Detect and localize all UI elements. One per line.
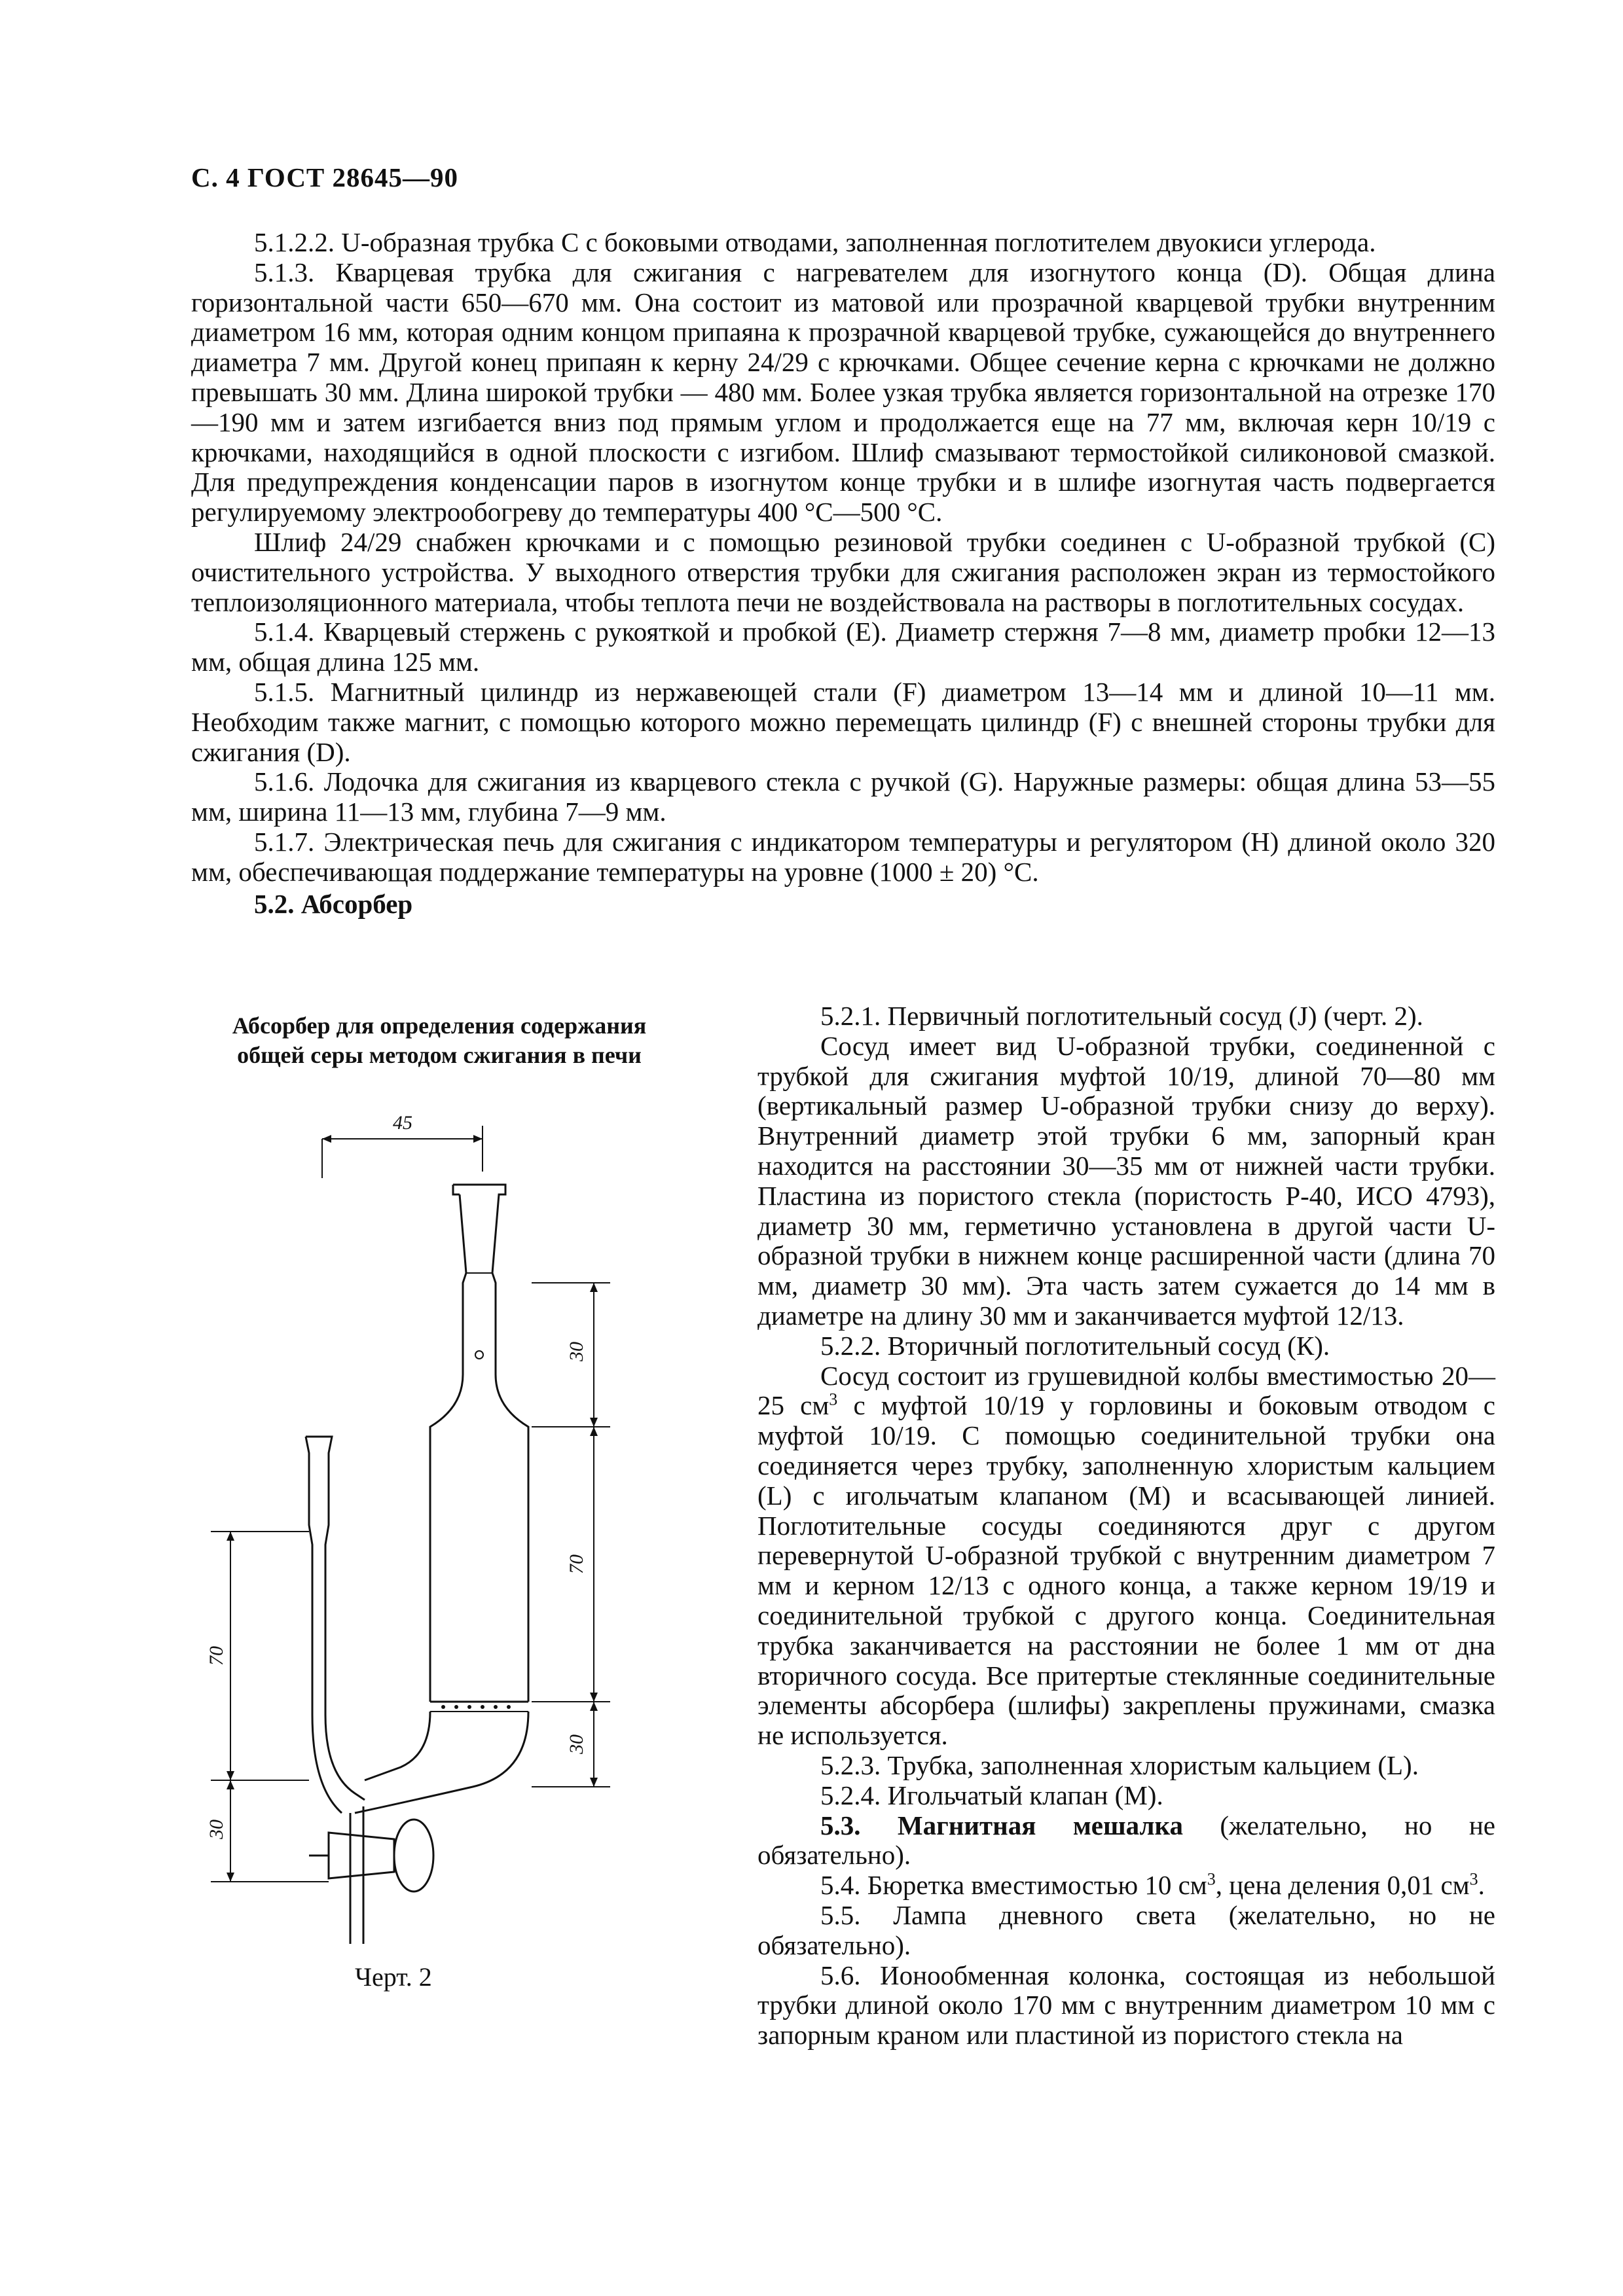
dim-upper: 30: [566, 1342, 587, 1361]
paragraph: 5.1.3. Кварцевая трубка для сжигания с нагревателем для изогнутого конца (D). Общая длина горизонтальной части 650—670 мм. Она состоит из матовой или прозрачной кварцевой трубки внутренним диаметром 16 мм, которая одним концом припаяна к прозрачной кварцевой трубке, сужающейся до внутреннего диаметра 7 мм. Другой конец припаян к керну 24/29 с крючками. Общее сечение керна с крючками не должно превышать 30 мм. Длина широкой трубки — 480 мм. Более узкая трубка является горизонтальной на отрезке 170—190 мм и затем изгибается вниз под прямым углом и продолжается еще на 77 мм, включая керн 10/19 с крючками, находящийся в одной плоскости с изгибом. Шлиф смазывают термостойкой силиконовой смазкой. Для предупреждения конденсации паров в изогнутом конце трубки и в шлифе изогнутая часть подвергается регулируемому электрообогреву до температуры 400 °С—500 °С.: [191, 257, 1495, 528]
paragraph: 5.3. Магнитная мешалка (желательно, но не обязательно).: [757, 1810, 1495, 1871]
figure-block: [191, 1011, 687, 1992]
paragraph: Шлиф 24/29 снабжен крючками и с помощью резиновой трубки соединен с U-образной трубкой (С) очистительного устройства. У выходного отверстия трубки для сжигания расположен экран из термостойкого теплоизоляционного материала, чтобы теплота печи не воздействовала на растворы в поглотительных сосудах.: [191, 526, 1495, 617]
dim-top: 45: [393, 1112, 412, 1134]
paragraph: 5.4. Бюретка вместимостью 10 $см^3$, цена деления 0,01 $см^3$.: [820, 1869, 1485, 1901]
absorber-drawing: [191, 1086, 687, 1957]
paragraph: Сосуд имеет вид U-образной трубки, соединенной с трубкой для сжигания муфтой 10/19, длиной 70—80 мм (вертикальный размер U-образной трубки снизу до верху). Внутренний диаметр этой трубки 6 мм, запорный кран находится на расстоянии 30—35 мм от нижней части трубки. Пластина из пористого стекла (пористость Р-40, ИСО 4793), диаметр 30 мм, герметично установлена в другой части U-образной трубки в нижнем конце расширенной части (длина 70 мм, диаметр 30 мм). Эта часть затем сужается до 14 мм в диаметре на длину 30 мм и заканчивается муфтой 12/13.: [757, 1030, 1495, 1331]
dim-lower: 30: [566, 1734, 587, 1754]
dim-left-short: 30: [206, 1820, 227, 1839]
paragraph: 5.5. Лампа дневного света (желательно, но не обязательно).: [757, 1899, 1495, 1960]
dim-middle: 70: [566, 1554, 587, 1574]
paragraph: 5.1.6. Лодочка для сжигания из кварцевого стекла с ручкой (G). Наружные размеры: общая длина 53—55 мм, ширина 11—13 мм, глубина 7—9 мм.: [191, 766, 1495, 827]
paragraph: 5.1.2.2. U-образная трубка С с боковыми отводами, заполненная поглотителем двуокиси углерода.: [254, 227, 1376, 257]
paragraph: 5.2.2. Вторичный поглотительный сосуд (К).: [820, 1330, 1330, 1361]
section-heading: 5.2. Абсорбер: [254, 888, 413, 919]
paragraph: 5.1.5. Магнитный цилиндр из нержавеющей стали (F) диаметром 13—14 мм и длиной 10—11 мм. Необходим также магнит, с помощью которого можно перемещать цилиндр (F) с внешней стороны трубки для сжигания (D).: [191, 676, 1495, 767]
paragraph: Сосуд состоит из грушевидной колбы вместимостью 20—25 $см^3$ с муфтой 10/19 у горловины и боковым отводом с муфтой 10/19. С помощью соединительной трубки она соединяется через трубку, заполненную хлористым кальцием (L) с игольчатым клапаном (М) и всасывающей линией. Поглотительные сосуды соединяются друг с другом перевернутой U-образной трубкой с внутренним диаметром 7 мм и керном 12/13 с одного конца, а также керном 19/19 и соединительной трубкой с другого конца. Соединительная трубка заканчивается на расстоянии не более 1 мм от дна вторичного сосуда. Все притертые стеклянные соединительные элементы абсорбера (шлифы) закреплены пружинами, смазка не используется.: [757, 1360, 1495, 1751]
paragraph: 5.2.4. Игольчатый клапан (М).: [820, 1780, 1163, 1810]
paragraph: 5.2.1. Первичный поглотительный сосуд (J) (черт. 2).: [820, 1001, 1423, 1031]
paragraph: 5.1.4. Кварцевый стержень с рукояткой и пробкой (Е). Диаметр стержня 7—8 мм, диаметр пробки 12—13 мм, общая длина 125 мм.: [191, 617, 1495, 677]
paragraph: 5.6. Ионообменная колонка, состоящая из небольшой трубки длиной около 170 мм с внутренним диаметром 10 мм с запорным краном или пластиной из пористого стекла на: [757, 1960, 1495, 2051]
page-header: С. 4 ГОСТ 28645—90: [191, 162, 459, 192]
paragraph: 5.2.3. Трубка, заполненная хлористым кальцием (L).: [820, 1749, 1419, 1780]
dim-left-long: 70: [206, 1646, 227, 1666]
right-column-text: [757, 1001, 1495, 2051]
figure-title-line2: общей серы методом сжигания в печи: [237, 1042, 642, 1068]
paragraph: 5.1.7. Электрическая печь для сжигания с индикатором температуры и регулятором (Н) длиной около 320 мм, обеспечивающая поддержание температуры на уровне (1000 ± 20) °С.: [191, 826, 1495, 887]
main-text: [191, 228, 1495, 919]
figure-title-line1: Абсорбер для определения содержания: [232, 1013, 647, 1039]
figure-caption: Черт. 2: [355, 1962, 432, 1992]
